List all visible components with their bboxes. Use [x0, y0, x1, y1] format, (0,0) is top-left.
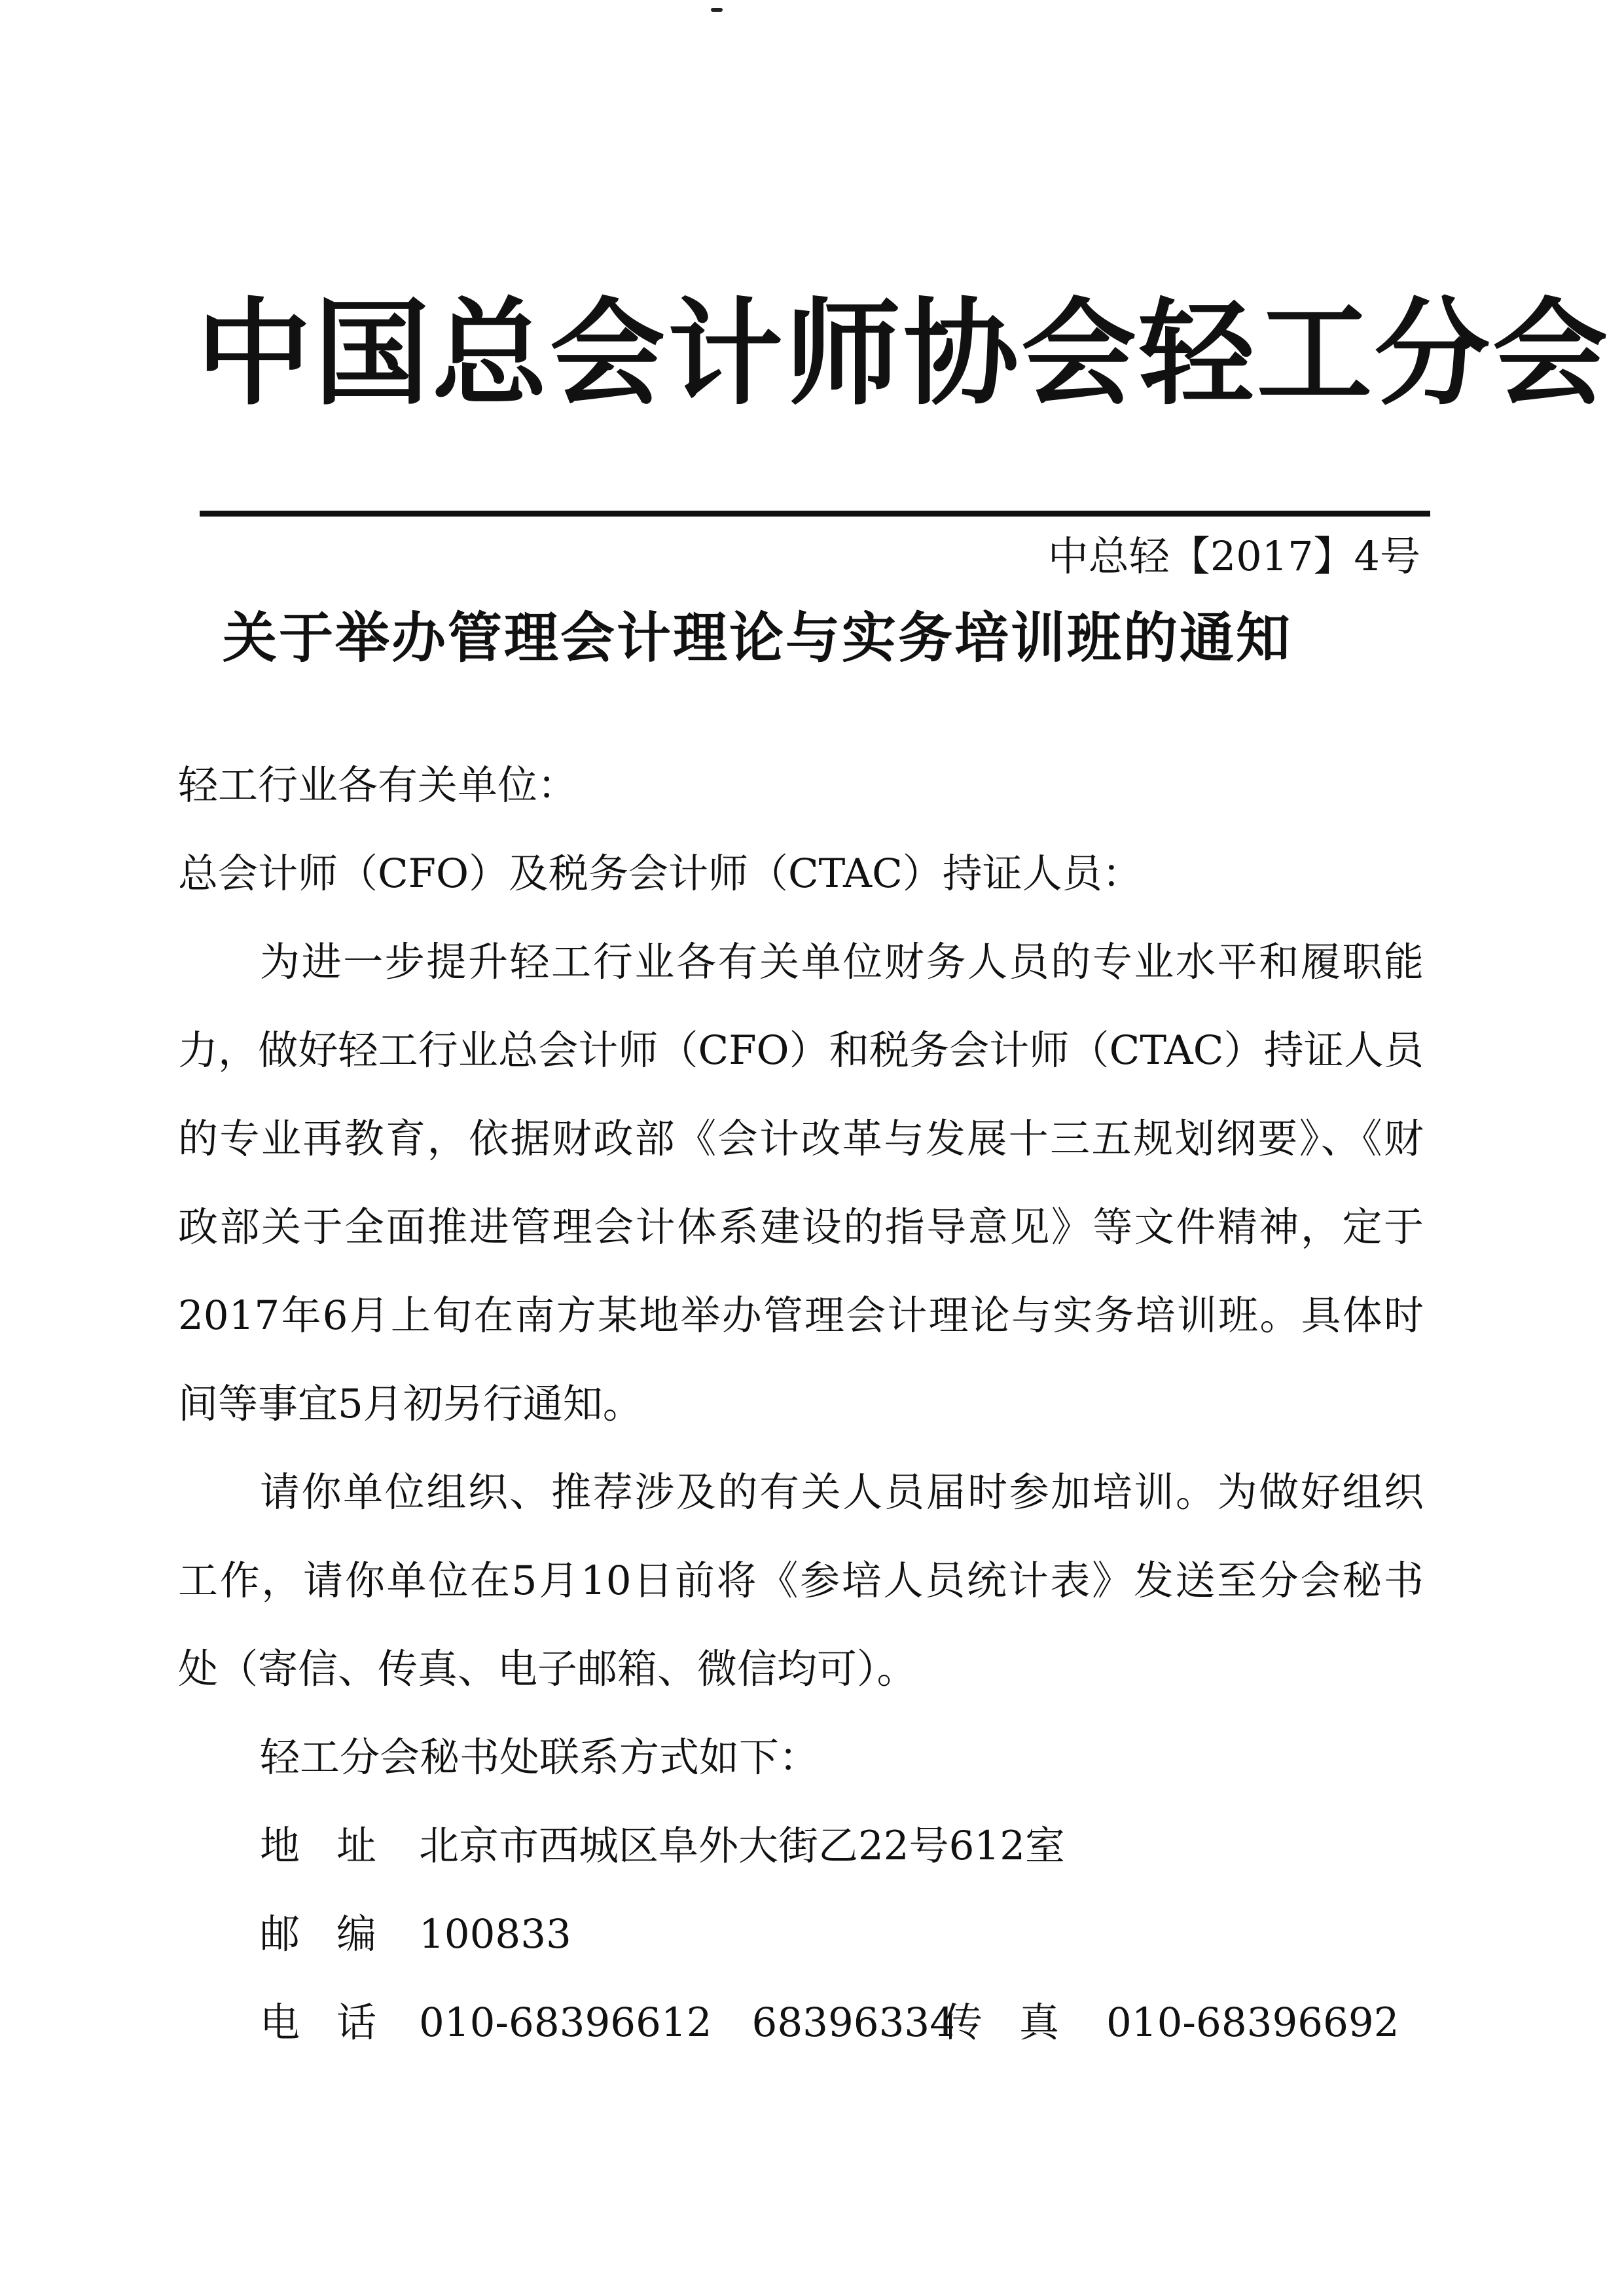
recipient-line: 总会计师（CFO）及税务会计师（CTAC）持证人员： — [178, 850, 1142, 897]
phone-label: 电话 — [260, 1999, 414, 2046]
document-number: 中总轻【2017】4号 — [1047, 532, 1420, 580]
paragraph-line: 间等事宜5月初另行通知。 — [178, 1381, 643, 1427]
contact-intro: 轻工分会秘书处联系方式如下： — [260, 1734, 820, 1781]
address-label: 地址 — [260, 1823, 414, 1869]
postcode-label: 邮编 — [260, 1911, 414, 1958]
paragraph-line: 请你单位组织、推荐涉及的有关人员届时参加培训。为做好组织 — [260, 1469, 1424, 1516]
fax-label: 传真 — [943, 1999, 1096, 2046]
header-rule — [200, 511, 1430, 517]
fax-value: 010-68396692 — [1106, 1999, 1399, 2046]
recipient-line: 轻工行业各有关单位： — [178, 762, 578, 809]
document-title: 关于举办管理会计理论与实务培训班的通知 — [223, 606, 1292, 670]
postcode-value: 100833 — [419, 1911, 571, 1958]
paragraph-line: 工作，请你单位在5月10日前将《参培人员统计表》发送至分会秘书 — [178, 1558, 1424, 1604]
paragraph-line: 政部关于全面推进管理会计体系建设的指导意见》等文件精神，定于 — [178, 1204, 1424, 1250]
paragraph-line: 为进一步提升轻工行业各有关单位财务人员的专业水平和履职能 — [260, 939, 1424, 985]
paragraph-line: 2017年6月上旬在南方某地举办管理会计理论与实务培训班。具体时 — [178, 1292, 1424, 1339]
phone-value: 010-68396612 68396334 — [419, 1999, 956, 2046]
scan-speck — [711, 8, 723, 12]
paragraph-line: 力，做好轻工行业总会计师（CFO）和税务会计师（CTAC）持证人员 — [178, 1027, 1424, 1074]
paragraph-line: 处（寄信、传真、电子邮箱、微信均可）。 — [178, 1646, 917, 1692]
address-value: 北京市西城区阜外大街乙22号612室 — [419, 1823, 1066, 1869]
paragraph-line: 的专业再教育，依据财政部《会计改革与发展十三五规划纲要》、《财 — [178, 1116, 1424, 1162]
organization-title: 中国总会计师协会轻工分会 — [196, 285, 1611, 421]
